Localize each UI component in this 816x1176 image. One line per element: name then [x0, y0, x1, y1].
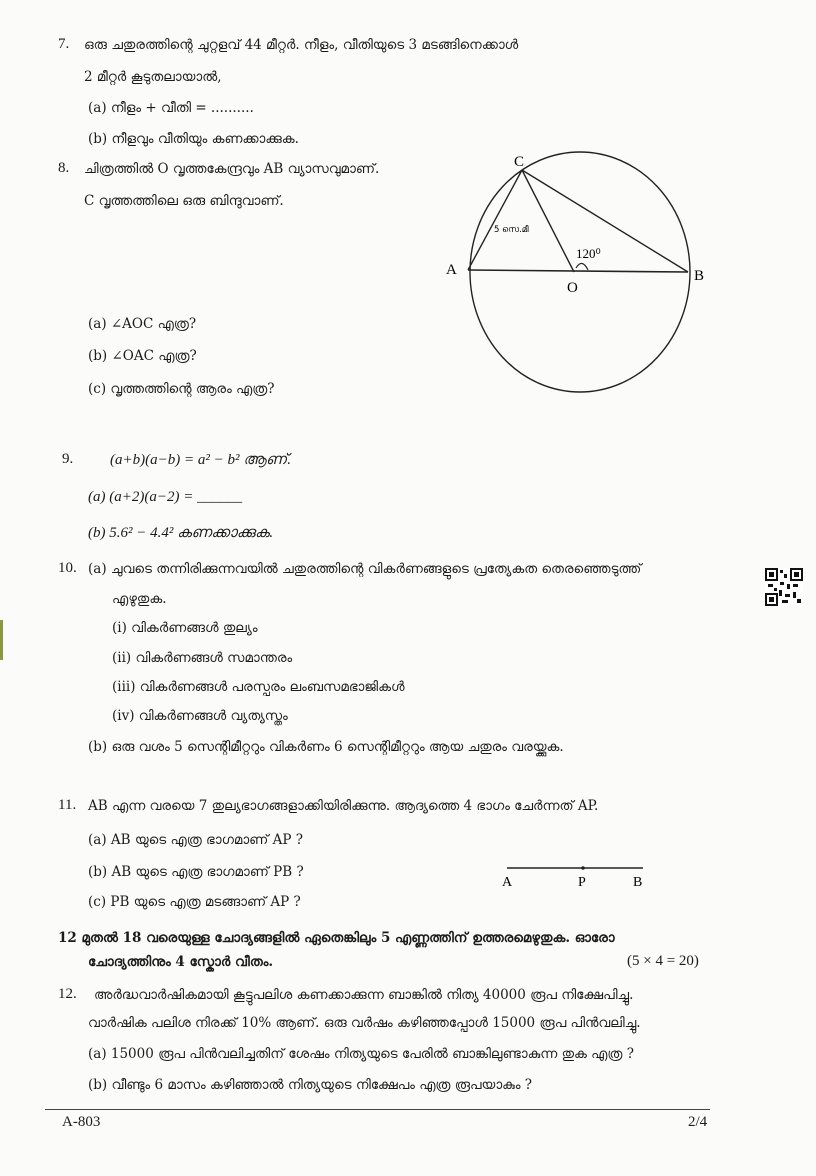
q8-part-a: (a) ∠AOC എത്ര? [88, 316, 197, 332]
scan-edge-mark [0, 620, 3, 660]
q10-number: 10. [58, 560, 77, 576]
q8-line2: C വൃത്തത്തിലെ ഒരു ബിന്ദുവാണ്. [84, 193, 284, 209]
q8-part-c: (c) വൃത്തത്തിന്റെ ആരം എത്ര? [88, 381, 275, 397]
q11-part-c: (c) PB യുടെ എത്ര മടങ്ങാണ് AP ? [88, 894, 301, 910]
q10-option-4: (iv) വികർണങ്ങൾ വ്യത്യസ്തം [112, 708, 288, 724]
q9-number: 9. [62, 451, 74, 467]
q11-part-a: (a) AB യുടെ എത്ര ഭാഗമാണ് AP ? [88, 832, 303, 848]
q9-part-a: (a) (a+2)(a−2) = ______ [88, 489, 243, 505]
q8-part-b: (b) ∠OAC എത്ര? [88, 348, 197, 364]
paper-code: A-803 [62, 1114, 101, 1130]
q8-line1: ചിത്രത്തിൽ O വൃത്തകേന്ദ്രവും AB വ്യാസവുമാണ്. [84, 161, 380, 177]
segment-label-b: B [633, 875, 643, 890]
q10-option-2: (ii) വികർണങ്ങൾ സമാന്തരം [112, 650, 293, 666]
footer-divider [45, 1109, 710, 1110]
segment-label-a: A [502, 875, 513, 890]
q11-line1: AB എന്ന വരയെ 7 തുല്യഭാഗങ്ങളാക്കിയിരിക്കുന്നു. ആദ്യത്തെ 4 ഭാഗം ചേർന്നത് AP. [88, 798, 599, 814]
circle-diagram [430, 150, 720, 410]
segment-label-p: P [578, 875, 586, 890]
q10-part-a-line1: (a) ചുവടെ തന്നിരിക്കുന്നവയിൽ ചതുരത്തിന്റെ വികർണങ്ങളുടെ പ്രത്യേകത തെരഞ്ഞെടുത്ത് [88, 561, 642, 577]
q7-line2: 2 മീറ്റർ കൂടുതലായാൽ, [84, 69, 222, 85]
q12-number: 12. [58, 986, 77, 1002]
q7-number: 7. [58, 36, 70, 52]
label-o: O [567, 280, 578, 296]
q12-part-b: (b) വീണ്ടും 6 മാസം കഴിഞ്ഞാൽ നിത്യയുടെ നിക്ഷേപം എത്ര രൂപയാകും ? [88, 1077, 533, 1093]
q10-part-a-line2: എഴുതുക. [112, 591, 167, 607]
q9-part-b: (b) 5.6² − 4.4² കണക്കാക്കുക. [88, 525, 274, 541]
label-a: A [446, 262, 457, 278]
label-side-length: 5 സെ.മീ [494, 225, 529, 235]
q12-line1: അർദ്ധവാർഷികമായി കൂട്ടുപലിശ കണക്കാക്കുന്ന ബാങ്കിൽ നിത്യ 40000 രൂപ നിക്ഷേപിച്ചു. [94, 987, 634, 1003]
q10-option-1: (i) വികർണങ്ങൾ തുല്യം [112, 620, 258, 636]
q11-part-b: (b) AB യുടെ എത്ര ഭാഗമാണ് PB ? [88, 864, 304, 880]
label-b: B [694, 268, 705, 284]
label-c: C [514, 154, 525, 170]
page-number: 2/4 [688, 1114, 708, 1130]
section-instruction-line2: ചോദ്യത്തിനും 4 സ്കോർ വീതം. [88, 954, 274, 970]
q7-part-b: (b) നീളവും വീതിയും കണക്കാക്കുക. [88, 131, 299, 147]
q12-part-a: (a) 15000 രൂപ പിൻവലിച്ചതിന് ശേഷം നിത്യയുടെ പേരിൽ ബാങ്കിലുണ്ടാകുന്ന തുക എത്ര ? [88, 1046, 634, 1062]
q7-line1: ഒരു ചതുരത്തിന്റെ ചുറ്റളവ് 44 മീറ്റർ. നീളം, വീതിയുടെ 3 മടങ്ങിനെക്കാൾ [84, 37, 519, 53]
section-instruction-line1: 12 മുതൽ 18 വരെയുള്ള ചോദ്യങ്ങളിൽ ഏതെങ്കിലും 5 എണ്ണത്തിന് ഉത്തരമെഴുതുക. ഓരോ [58, 930, 615, 946]
q9-line1: (a+b)(a−b) = a² − b² ആണ്. [110, 452, 292, 468]
q10-part-b: (b) ഒരു വശം 5 സെന്റിമീറ്ററും വികർണം 6 സെന്റിമീറ്ററും ആയ ചതുരം വരയ്ക്കുക. [88, 739, 564, 755]
q12-line2: വാർഷിക പലിശ നിരക്ക് 10% ആണ്. ഒരു വർഷം കഴിഞ്ഞപ്പോൾ 15000 രൂപ പിൻവലിച്ചു. [88, 1015, 641, 1031]
q11-number: 11. [58, 797, 77, 813]
q8-number: 8. [58, 160, 70, 176]
q10-option-3: (iii) വികർണങ്ങൾ പരസ്പരം ലംബസമഭാജികൾ [112, 679, 405, 695]
section-marks: (5 × 4 = 20) [627, 953, 699, 969]
line-segment-diagram [495, 860, 655, 892]
q7-part-a: (a) നീളം + വീതി = .......... [88, 100, 254, 116]
label-angle: 120⁰ [576, 246, 601, 261]
qr-code-icon [765, 568, 803, 606]
